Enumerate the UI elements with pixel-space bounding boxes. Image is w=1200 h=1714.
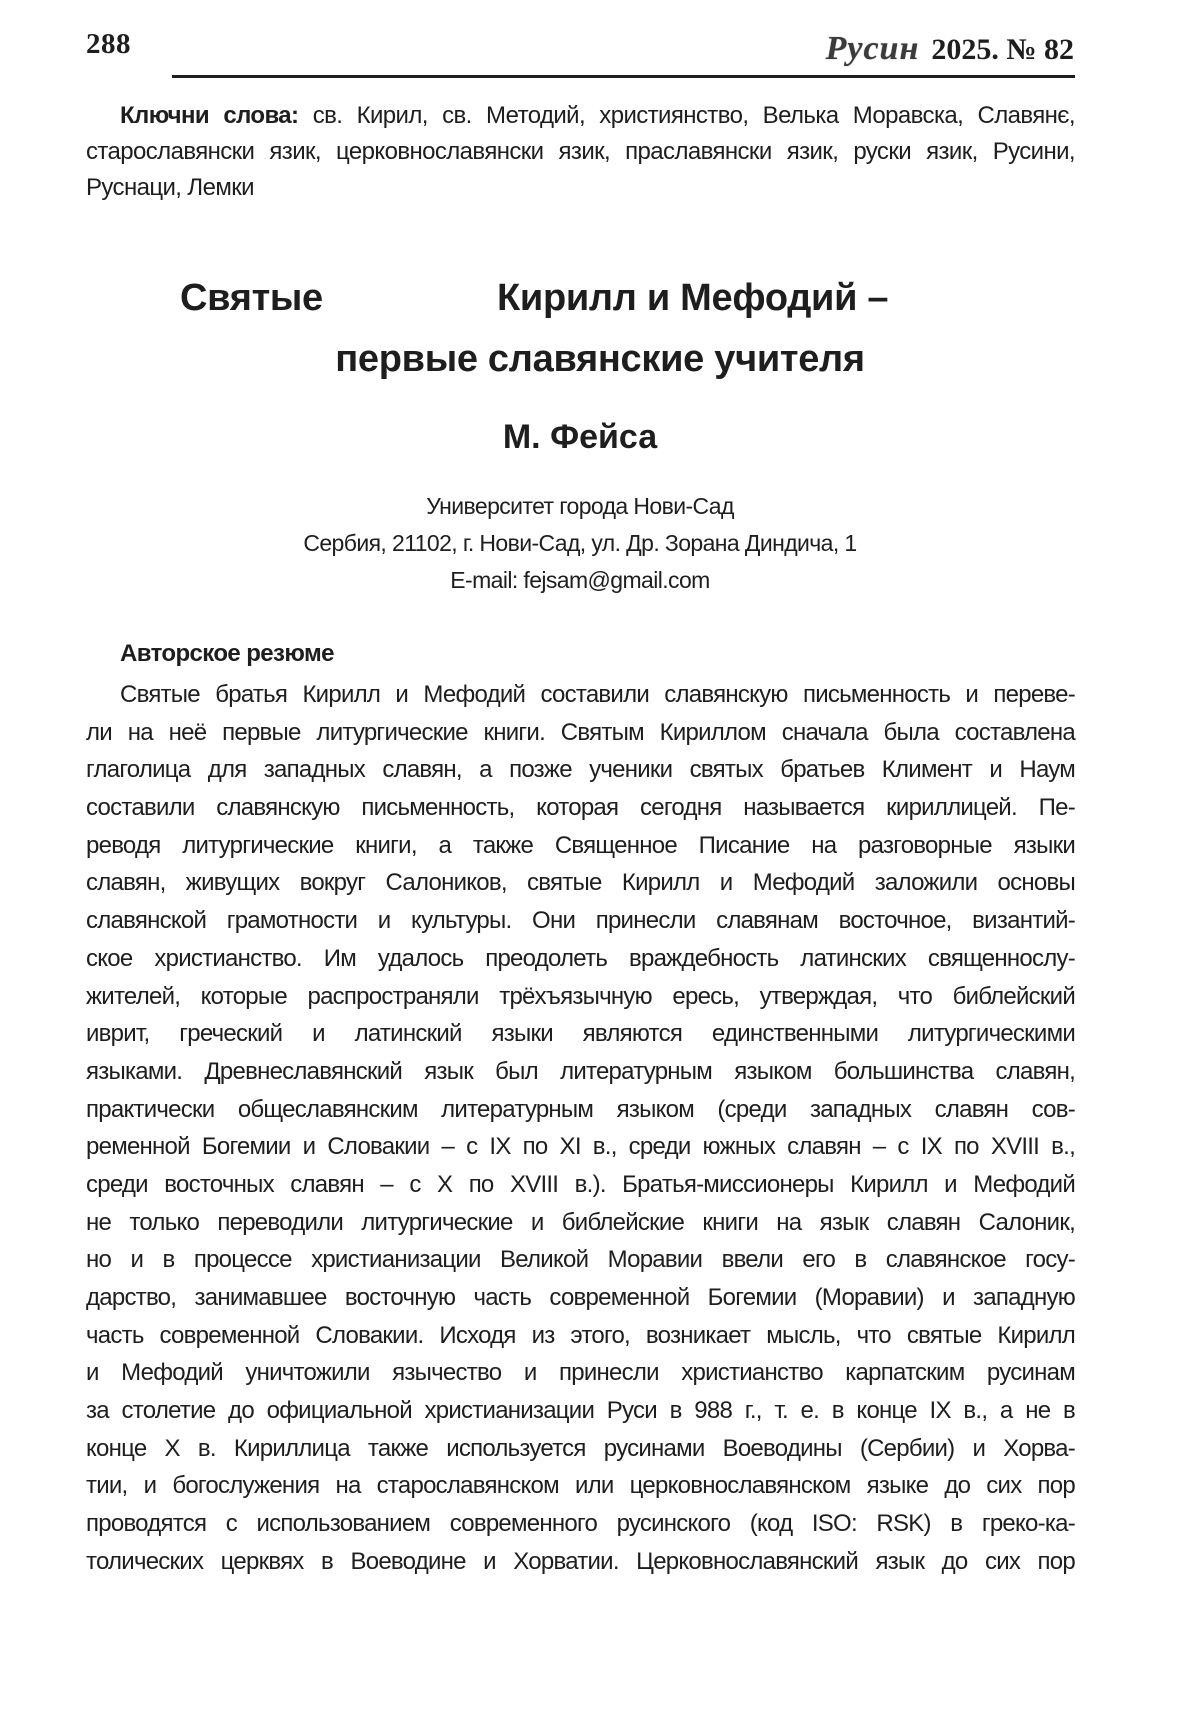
abstract-line: славянской грамотности и культуры. Они принесли славянам восточное, византий-: [86, 907, 1075, 935]
abstract-line: тии, и богослужения на старославянском или церковнославянском языке до сих пор: [86, 1472, 1075, 1500]
abstract-line: за столетие до официальной христианизации Руси в 988 г., т. е. в конце IX в., а не в: [86, 1397, 1075, 1425]
abstract-line: конце X в. Кириллица также используется русинами Воеводины (Сербии) и Хорва-: [86, 1434, 1075, 1462]
abstract-line: не только переводили литургические и библейские книги на язык славян Салоник,: [86, 1208, 1075, 1236]
abstract-line: языками. Древнеславянский язык был литературным языком большинства славян,: [86, 1057, 1075, 1085]
page-number: 288: [86, 28, 131, 60]
journal-title: Русин: [825, 30, 920, 67]
affiliation: [0, 488, 1160, 599]
title-line2: первые славянские учителя: [335, 338, 865, 380]
abstract-line: глаголица для западных славян, а позже ученики святых братьев Климент и Наум: [86, 756, 1075, 784]
abstract-line: иврит, греческий и латинский языки являются единственными литургическими: [86, 1020, 1075, 1048]
abstract-heading: Авторское резюме: [120, 640, 334, 667]
abstract-body: [86, 676, 1075, 1581]
abstract-line: ременной Богемии и Словакии – с IX по XI в., среди южных славян – с IX по XVIII в.,: [86, 1133, 1075, 1161]
affiliation-address: Сербия, 21102, г. Нови-Сад, ул. Др. Зорана Диндича, 1: [303, 530, 857, 556]
abstract-line: и Мефодий уничтожили язычество и принесли христианство карпатским русинам: [86, 1359, 1075, 1387]
abstract-line: реводя литургические книги, а также Священное Писание на разговорные языки: [86, 831, 1075, 859]
abstract-line: проводятся с использованием современного русинского (код ISO: RSK) в греко-ка-: [86, 1510, 1075, 1538]
keywords-label: Ключни слова:: [120, 102, 299, 129]
abstract-line: часть современной Словакии. Исходя из этого, возникает мысль, что святые Кирилл: [86, 1321, 1075, 1349]
title-part2: Кирилл и Мефодий –: [497, 277, 889, 319]
abstract-line: составили славянскую письменность, которая сегодня называется кириллицей. Пе-: [86, 794, 1075, 822]
abstract-line: дарство, занимавшее восточную часть современной Богемии (Моравии) и западную: [86, 1284, 1075, 1311]
abstract-line: ское христианство. Им удалось преодолеть враждебность латинских священнослу-: [86, 944, 1075, 972]
abstract-line: но и в процессе христианизации Великой Моравии ввели его в славянское госу-: [86, 1246, 1075, 1274]
abstract-line: толических церквях в Воеводине и Хорватии. Церковнославянский язык до сих пор: [86, 1547, 1075, 1575]
abstract-line: практически общеславянским литературным языком (среди западных славян сов-: [86, 1095, 1075, 1123]
affiliation-email: E-mail: fejsam@gmail.com: [450, 567, 710, 593]
affiliation-institution: Университет города Нови-Сад: [426, 493, 734, 519]
author-name: М. Фейса: [502, 418, 658, 456]
abstract-line: славян, живущих вокруг Салоников, святые Кирилл и Мефодий заложили основы: [86, 869, 1075, 897]
abstract-line: жителей, которые распространяли трёхъязычную ересь, утверждая, что библейский: [86, 982, 1075, 1010]
running-head: [826, 30, 1074, 68]
abstract-line: Святые братья Кирилл и Мефодий составили славянскую письменность и переве-: [120, 681, 1075, 708]
keywords-block: [86, 98, 1075, 206]
keywords-text: св. Кирил, св. Методий, християнство, Велька Моравска, Славянє, старославянски язик, церковнославянски язик, праславянски язик, руски язик, Русини, Руснаци, Лемки: [86, 102, 1075, 201]
title-part1: Святые: [180, 277, 323, 319]
journal-issue: 2025. № 82: [931, 33, 1074, 66]
article-title: [0, 268, 1200, 390]
header-rule: [172, 75, 1075, 78]
abstract-line: среди восточных славян – с X по XVIII в.). Братья-миссионеры Кирилл и Мефодий: [86, 1170, 1075, 1198]
abstract-line: ли на неё первые литургические книги. Святым Кириллом сначала была составлена: [86, 718, 1075, 746]
